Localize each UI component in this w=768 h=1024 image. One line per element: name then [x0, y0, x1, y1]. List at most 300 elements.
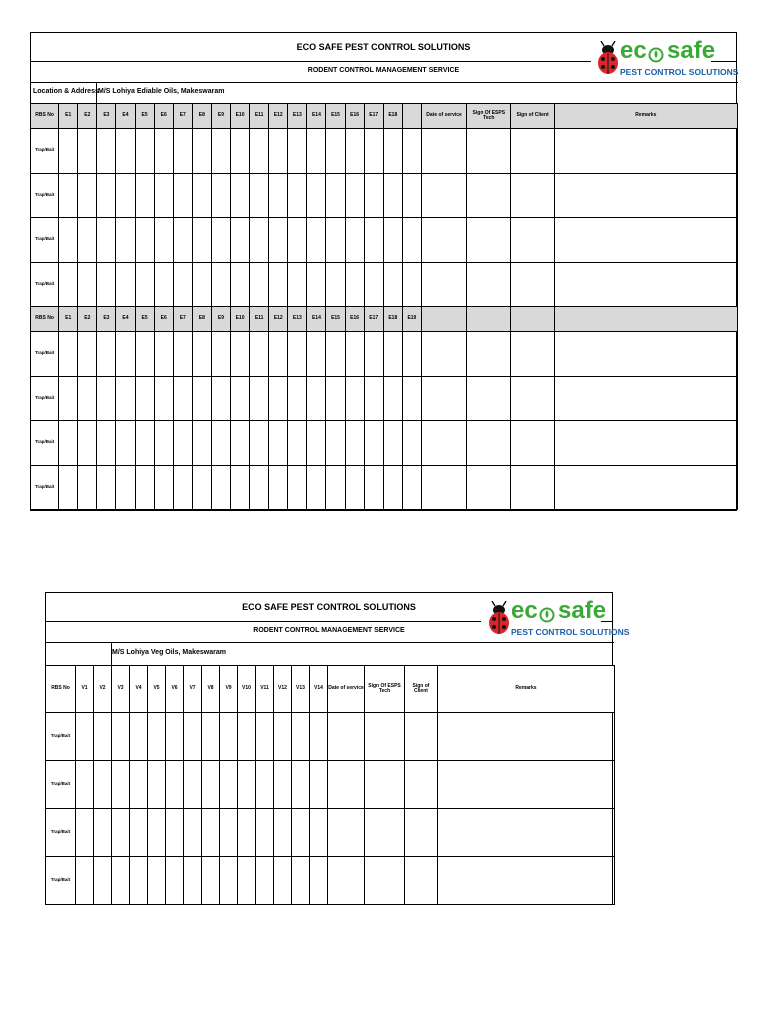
entry-cell[interactable]	[78, 376, 97, 421]
entry-cell[interactable]	[345, 218, 364, 263]
entry-cell[interactable]	[326, 218, 345, 263]
entry-cell[interactable]	[238, 857, 256, 905]
entry-cell[interactable]	[554, 173, 737, 218]
entry-cell[interactable]	[307, 421, 326, 466]
entry-cell[interactable]	[231, 262, 250, 307]
entry-cell[interactable]	[307, 173, 326, 218]
entry-cell[interactable]	[250, 465, 269, 510]
entry-cell[interactable]	[554, 376, 737, 421]
entry-cell[interactable]	[326, 465, 345, 510]
entry-cell[interactable]	[112, 809, 130, 857]
entry-cell[interactable]	[402, 421, 421, 466]
entry-cell[interactable]	[345, 129, 364, 174]
entry-cell[interactable]	[97, 218, 116, 263]
entry-cell[interactable]	[365, 809, 405, 857]
entry-cell[interactable]	[116, 262, 135, 307]
entry-cell[interactable]	[202, 761, 220, 809]
entry-cell[interactable]	[148, 761, 166, 809]
entry-cell[interactable]	[269, 332, 288, 377]
entry-cell[interactable]	[220, 809, 238, 857]
entry-cell[interactable]	[192, 218, 211, 263]
row-label: Trap/Bait	[31, 421, 59, 466]
entry-cell[interactable]	[421, 376, 466, 421]
entry-cell[interactable]	[130, 857, 148, 905]
entry-cell[interactable]	[184, 713, 202, 761]
entry-cell[interactable]	[59, 262, 78, 307]
entry-cell[interactable]	[220, 713, 238, 761]
entry-cell[interactable]	[116, 376, 135, 421]
row-label: Trap/Bait	[46, 713, 76, 761]
entry-cell[interactable]	[269, 173, 288, 218]
entry-cell[interactable]	[76, 713, 94, 761]
entry-cell[interactable]	[402, 262, 421, 307]
entry-cell[interactable]	[345, 173, 364, 218]
column-header: E14	[307, 307, 326, 332]
entry-cell[interactable]	[231, 421, 250, 466]
column-header: V3	[112, 666, 130, 713]
column-header: E9	[211, 307, 230, 332]
entry-cell[interactable]	[307, 376, 326, 421]
service-title: RODENT CONTROL MANAGEMENT SERVICE	[253, 627, 405, 634]
entry-cell[interactable]	[310, 857, 328, 905]
entry-cell[interactable]	[292, 809, 310, 857]
entry-cell[interactable]	[78, 129, 97, 174]
column-header: V1	[76, 666, 94, 713]
entry-cell[interactable]	[326, 332, 345, 377]
entry-cell[interactable]	[211, 173, 230, 218]
entry-cell[interactable]	[135, 173, 154, 218]
entry-cell[interactable]	[467, 332, 511, 377]
entry-cell[interactable]	[402, 173, 421, 218]
entry-cell[interactable]	[421, 332, 466, 377]
entry-cell[interactable]	[154, 129, 173, 174]
entry-cell[interactable]	[326, 421, 345, 466]
entry-cell[interactable]	[467, 262, 511, 307]
entry-cell[interactable]	[250, 421, 269, 466]
entry-cell[interactable]	[173, 173, 192, 218]
entry-cell[interactable]	[383, 332, 402, 377]
entry-cell[interactable]	[467, 376, 511, 421]
entry-cell[interactable]	[154, 173, 173, 218]
entry-cell[interactable]	[288, 262, 307, 307]
entry-cell[interactable]	[256, 809, 274, 857]
entry-cell[interactable]	[554, 465, 737, 510]
entry-cell[interactable]	[173, 262, 192, 307]
entry-cell[interactable]	[554, 262, 737, 307]
location-label: Location & Address	[33, 88, 99, 95]
entry-cell[interactable]	[59, 465, 78, 510]
entry-cell[interactable]	[97, 465, 116, 510]
entry-cell[interactable]	[59, 129, 78, 174]
entry-cell[interactable]	[238, 713, 256, 761]
entry-cell[interactable]	[211, 218, 230, 263]
entry-cell[interactable]	[364, 173, 383, 218]
entry-cell[interactable]	[130, 761, 148, 809]
entry-cell[interactable]	[135, 465, 154, 510]
entry-cell[interactable]	[274, 809, 292, 857]
entry-cell[interactable]	[250, 173, 269, 218]
entry-cell[interactable]	[135, 376, 154, 421]
entry-cell[interactable]	[135, 218, 154, 263]
entry-cell[interactable]	[231, 218, 250, 263]
entry-cell[interactable]	[184, 857, 202, 905]
entry-cell[interactable]	[238, 761, 256, 809]
entry-cell[interactable]	[78, 465, 97, 510]
entry-cell[interactable]	[116, 218, 135, 263]
row-label: Trap/Bait	[46, 809, 76, 857]
entry-cell[interactable]	[274, 761, 292, 809]
entry-cell[interactable]	[328, 761, 365, 809]
entry-cell[interactable]	[511, 421, 554, 466]
entry-cell[interactable]	[405, 761, 438, 809]
entry-cell[interactable]	[192, 262, 211, 307]
entry-cell[interactable]	[345, 465, 364, 510]
entry-cell[interactable]	[511, 332, 554, 377]
entry-cell[interactable]	[130, 809, 148, 857]
entry-cell[interactable]	[116, 173, 135, 218]
entry-cell[interactable]	[288, 129, 307, 174]
column-header: E13	[288, 307, 307, 332]
table-row	[46, 761, 615, 809]
entry-cell[interactable]	[269, 129, 288, 174]
entry-cell[interactable]	[112, 761, 130, 809]
entry-cell[interactable]	[511, 376, 554, 421]
column-header: E2	[78, 104, 97, 129]
entry-cell[interactable]	[365, 713, 405, 761]
entry-cell[interactable]	[383, 262, 402, 307]
entry-cell[interactable]	[192, 465, 211, 510]
entry-cell[interactable]	[59, 421, 78, 466]
entry-cell[interactable]	[211, 332, 230, 377]
entry-cell[interactable]	[421, 173, 466, 218]
table-row	[46, 713, 615, 761]
entry-cell[interactable]	[345, 262, 364, 307]
entry-cell[interactable]	[364, 129, 383, 174]
entry-cell[interactable]	[211, 262, 230, 307]
entry-cell[interactable]	[192, 376, 211, 421]
column-header: V11	[256, 666, 274, 713]
entry-cell[interactable]	[288, 173, 307, 218]
entry-cell[interactable]	[97, 376, 116, 421]
entry-cell[interactable]	[166, 809, 184, 857]
entry-cell[interactable]	[383, 421, 402, 466]
entry-cell[interactable]	[211, 376, 230, 421]
entry-cell[interactable]	[511, 218, 554, 263]
entry-cell[interactable]	[421, 129, 466, 174]
entry-cell[interactable]	[94, 809, 112, 857]
entry-cell[interactable]	[166, 761, 184, 809]
entry-cell[interactable]	[220, 857, 238, 905]
column-header: E3	[97, 307, 116, 332]
entry-cell[interactable]	[310, 809, 328, 857]
entry-cell[interactable]	[364, 376, 383, 421]
entry-cell[interactable]	[269, 376, 288, 421]
column-header: E3	[97, 104, 116, 129]
entry-cell[interactable]	[511, 262, 554, 307]
entry-cell[interactable]	[166, 713, 184, 761]
entry-cell[interactable]	[166, 857, 184, 905]
entry-cell[interactable]	[78, 332, 97, 377]
entry-cell[interactable]	[231, 465, 250, 510]
table-row	[31, 262, 738, 307]
entry-cell[interactable]	[94, 713, 112, 761]
entry-cell[interactable]	[231, 129, 250, 174]
column-header: E17	[364, 307, 383, 332]
entry-cell[interactable]	[97, 332, 116, 377]
table-row	[31, 465, 738, 510]
entry-cell[interactable]	[231, 332, 250, 377]
entry-cell[interactable]	[78, 173, 97, 218]
entry-cell[interactable]	[148, 809, 166, 857]
entry-cell[interactable]	[269, 465, 288, 510]
entry-cell[interactable]	[307, 218, 326, 263]
entry-cell[interactable]	[238, 809, 256, 857]
entry-cell[interactable]	[256, 857, 274, 905]
entry-cell[interactable]	[154, 218, 173, 263]
entry-cell[interactable]	[116, 465, 135, 510]
entry-cell[interactable]	[250, 129, 269, 174]
entry-cell[interactable]	[402, 129, 421, 174]
entry-cell[interactable]	[76, 761, 94, 809]
entry-cell[interactable]	[554, 421, 737, 466]
row-label: Trap/Bait	[46, 761, 76, 809]
entry-cell[interactable]	[345, 332, 364, 377]
entry-cell[interactable]	[112, 713, 130, 761]
entry-cell[interactable]	[211, 129, 230, 174]
column-header: E2	[78, 307, 97, 332]
entry-cell[interactable]	[421, 218, 466, 263]
entry-cell[interactable]	[59, 218, 78, 263]
entry-cell[interactable]	[97, 129, 116, 174]
entry-cell[interactable]	[326, 262, 345, 307]
entry-cell[interactable]	[173, 376, 192, 421]
entry-cell[interactable]	[402, 465, 421, 510]
entry-cell[interactable]	[173, 465, 192, 510]
entry-cell[interactable]	[192, 421, 211, 466]
entry-cell[interactable]	[307, 465, 326, 510]
entry-cell[interactable]	[250, 376, 269, 421]
entry-cell[interactable]	[192, 129, 211, 174]
entry-cell[interactable]	[405, 713, 438, 761]
entry-cell[interactable]	[76, 809, 94, 857]
entry-cell[interactable]	[59, 173, 78, 218]
entry-cell[interactable]	[148, 713, 166, 761]
entry-cell[interactable]	[554, 332, 737, 377]
entry-cell[interactable]	[202, 713, 220, 761]
entry-cell[interactable]	[405, 857, 438, 905]
entry-cell[interactable]	[307, 332, 326, 377]
entry-cell[interactable]	[135, 262, 154, 307]
entry-cell[interactable]	[220, 761, 238, 809]
entry-cell[interactable]	[148, 857, 166, 905]
entry-cell[interactable]	[402, 218, 421, 263]
entry-cell[interactable]	[365, 761, 405, 809]
entry-cell[interactable]	[97, 262, 116, 307]
entry-cell[interactable]	[112, 857, 130, 905]
entry-cell[interactable]	[269, 218, 288, 263]
entry-cell[interactable]	[511, 129, 554, 174]
entry-cell[interactable]	[256, 761, 274, 809]
entry-cell[interactable]	[250, 262, 269, 307]
entry-cell[interactable]	[438, 761, 615, 809]
entry-cell[interactable]	[154, 332, 173, 377]
entry-cell[interactable]	[116, 421, 135, 466]
entry-cell[interactable]	[211, 465, 230, 510]
entry-cell[interactable]	[438, 809, 615, 857]
row-label: Trap/Bait	[31, 129, 59, 174]
entry-cell[interactable]	[364, 262, 383, 307]
entry-cell[interactable]	[154, 376, 173, 421]
entry-cell[interactable]	[467, 173, 511, 218]
entry-cell[interactable]	[173, 421, 192, 466]
entry-cell[interactable]	[292, 761, 310, 809]
entry-cell[interactable]	[421, 465, 466, 510]
entry-cell[interactable]	[154, 421, 173, 466]
column-header: V13	[292, 666, 310, 713]
column-header: E11	[250, 104, 269, 129]
entry-cell[interactable]	[116, 129, 135, 174]
column-header: E1	[59, 307, 78, 332]
column-header: E1	[59, 104, 78, 129]
entry-cell[interactable]	[328, 713, 365, 761]
entry-cell[interactable]	[288, 465, 307, 510]
entry-cell[interactable]	[250, 218, 269, 263]
entry-cell[interactable]	[94, 761, 112, 809]
column-header: E4	[116, 104, 135, 129]
entry-cell[interactable]	[78, 262, 97, 307]
entry-cell[interactable]	[326, 129, 345, 174]
entry-cell[interactable]	[364, 332, 383, 377]
entry-cell[interactable]	[326, 173, 345, 218]
table-row	[31, 376, 738, 421]
entry-cell[interactable]	[438, 713, 615, 761]
column-header: E15	[326, 307, 345, 332]
entry-cell[interactable]	[292, 857, 310, 905]
entry-cell[interactable]	[130, 713, 148, 761]
entry-cell[interactable]	[173, 129, 192, 174]
entry-cell[interactable]	[328, 809, 365, 857]
entry-cell[interactable]	[326, 376, 345, 421]
entry-cell[interactable]	[364, 421, 383, 466]
entry-cell[interactable]	[256, 713, 274, 761]
company-title: ECO SAFE PEST CONTROL SOLUTIONS	[242, 602, 416, 612]
entry-cell[interactable]	[192, 332, 211, 377]
entry-cell[interactable]	[231, 173, 250, 218]
entry-cell[interactable]	[173, 332, 192, 377]
entry-cell[interactable]	[405, 809, 438, 857]
entry-cell[interactable]	[76, 857, 94, 905]
column-header	[467, 307, 511, 332]
entry-cell[interactable]	[97, 421, 116, 466]
entry-cell[interactable]	[383, 376, 402, 421]
entry-cell[interactable]	[184, 809, 202, 857]
entry-cell[interactable]	[383, 465, 402, 510]
entry-cell[interactable]	[78, 218, 97, 263]
entry-cell[interactable]	[202, 809, 220, 857]
entry-cell[interactable]	[274, 713, 292, 761]
entry-cell[interactable]	[365, 857, 405, 905]
header-row	[31, 307, 738, 332]
entry-cell[interactable]	[402, 376, 421, 421]
row-label: Trap/Bait	[31, 332, 59, 377]
entry-cell[interactable]	[94, 857, 112, 905]
entry-cell[interactable]	[288, 218, 307, 263]
row-label: Trap/Bait	[31, 218, 59, 263]
entry-cell[interactable]	[292, 713, 310, 761]
entry-cell[interactable]	[269, 421, 288, 466]
entry-cell[interactable]	[192, 173, 211, 218]
entry-cell[interactable]	[364, 465, 383, 510]
entry-cell[interactable]	[154, 465, 173, 510]
entry-cell[interactable]	[97, 173, 116, 218]
entry-cell[interactable]	[345, 421, 364, 466]
entry-cell[interactable]	[554, 129, 737, 174]
entry-cell[interactable]	[402, 332, 421, 377]
entry-cell[interactable]	[202, 857, 220, 905]
entry-cell[interactable]	[78, 421, 97, 466]
column-header: E6	[154, 104, 173, 129]
column-header: E10	[231, 104, 250, 129]
entry-cell[interactable]	[467, 129, 511, 174]
entry-cell[interactable]	[328, 857, 365, 905]
entry-cell[interactable]	[288, 332, 307, 377]
entry-cell[interactable]	[116, 332, 135, 377]
entry-cell[interactable]	[135, 421, 154, 466]
entry-cell[interactable]	[59, 332, 78, 377]
entry-cell[interactable]	[554, 218, 737, 263]
entry-cell[interactable]	[383, 173, 402, 218]
table-row	[46, 857, 615, 905]
entry-cell[interactable]	[59, 376, 78, 421]
entry-cell[interactable]	[511, 465, 554, 510]
entry-cell[interactable]	[467, 421, 511, 466]
entry-cell[interactable]	[184, 761, 202, 809]
entry-cell[interactable]	[310, 761, 328, 809]
column-header: E17	[364, 104, 383, 129]
column-header: V12	[274, 666, 292, 713]
entry-cell[interactable]	[383, 129, 402, 174]
entry-cell[interactable]	[288, 376, 307, 421]
entry-cell[interactable]	[310, 713, 328, 761]
entry-cell[interactable]	[250, 332, 269, 377]
entry-cell[interactable]	[383, 218, 402, 263]
entry-cell[interactable]	[274, 857, 292, 905]
entry-cell[interactable]	[135, 129, 154, 174]
divider	[46, 642, 614, 643]
entry-cell[interactable]	[173, 218, 192, 263]
flame-o-icon	[539, 605, 555, 623]
row-label: Trap/Bait	[31, 465, 59, 510]
entry-cell[interactable]	[307, 129, 326, 174]
entry-cell[interactable]	[288, 421, 307, 466]
entry-cell[interactable]	[467, 218, 511, 263]
entry-cell[interactable]	[211, 421, 230, 466]
entry-cell[interactable]	[269, 262, 288, 307]
entry-cell[interactable]	[231, 376, 250, 421]
entry-cell[interactable]	[467, 465, 511, 510]
entry-cell[interactable]	[421, 262, 466, 307]
entry-cell[interactable]	[421, 421, 466, 466]
entry-cell[interactable]	[364, 218, 383, 263]
inspection-grid-2	[45, 665, 615, 905]
entry-cell[interactable]	[511, 173, 554, 218]
entry-cell[interactable]	[438, 857, 615, 905]
entry-cell[interactable]	[307, 262, 326, 307]
entry-cell[interactable]	[345, 376, 364, 421]
entry-cell[interactable]	[135, 332, 154, 377]
ladybug-icon	[597, 41, 619, 75]
entry-cell[interactable]	[154, 262, 173, 307]
